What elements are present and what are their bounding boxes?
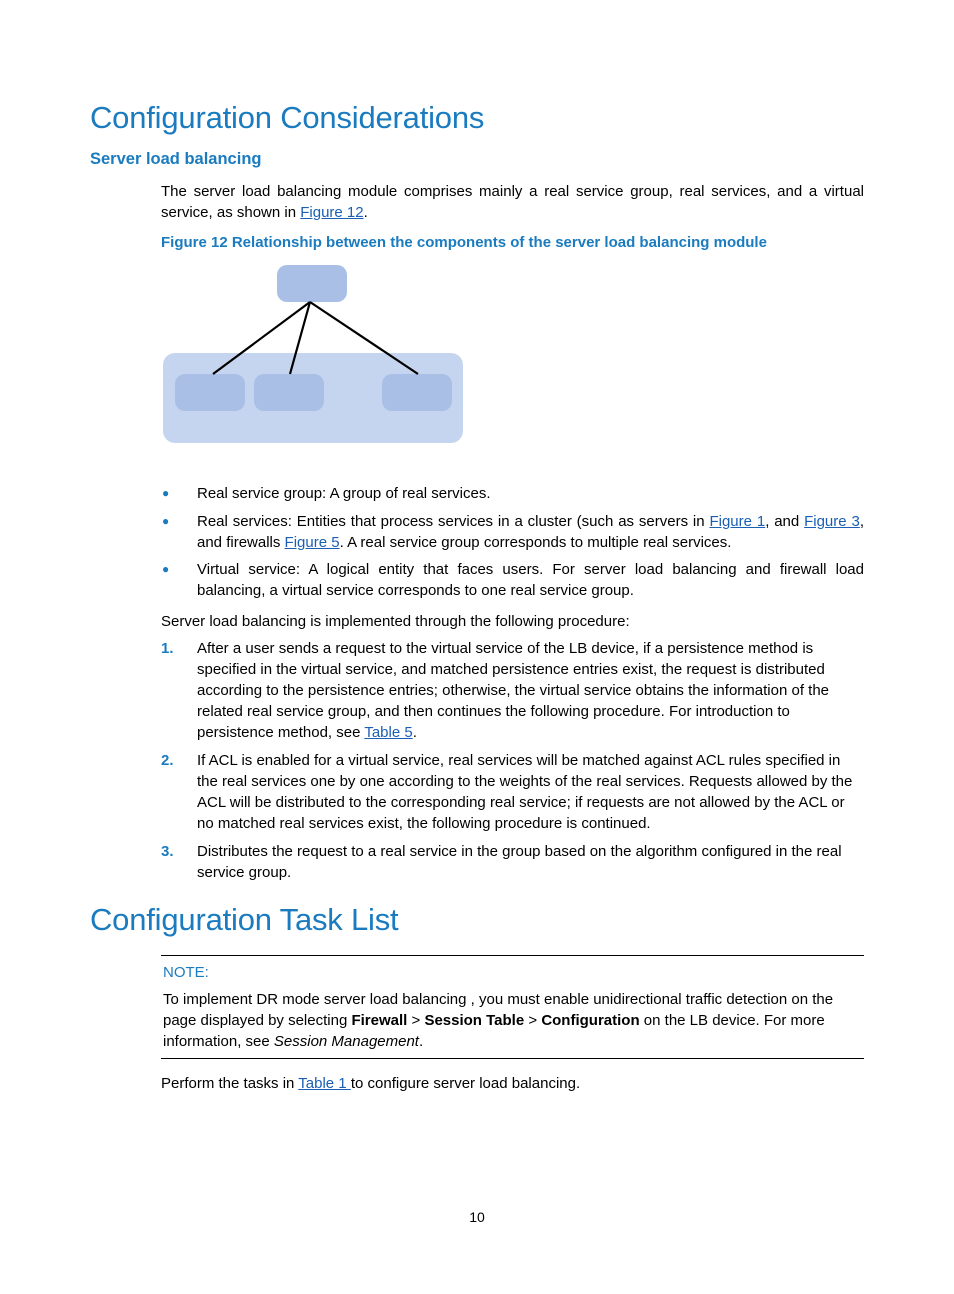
session-management-ref: Session Management [273, 1033, 419, 1050]
bullet-text: Virtual service: A logical entity that faces users. For server load balancing and firewall load balancing, a virtual service corresponds to one real service group. [197, 561, 864, 599]
step-number: 1. [161, 640, 174, 657]
intro-text-end: . [363, 204, 368, 221]
intro-paragraph [161, 181, 864, 223]
virtual-service-node [277, 265, 347, 302]
step-number: 3. [161, 843, 174, 860]
tasks-intro: Perform the tasks in Table 1 to configure server load balancing. [161, 1075, 581, 1092]
bullet-icon: ● [162, 562, 170, 576]
menu-configuration: Configuration [541, 1012, 640, 1029]
figure-caption: Figure 12 Relationship between the components of the server load balancing module [161, 234, 767, 251]
figure-5-link[interactable]: Figure 5 [284, 534, 340, 551]
bullet-icon: ● [162, 486, 170, 500]
procedure-intro: Server load balancing is implemented through the following procedure: [161, 613, 630, 630]
step-item-2 [161, 750, 864, 834]
step-number: 2. [161, 752, 174, 769]
heading-server-load-balancing: Server load balancing [90, 150, 262, 168]
step-text: If ACL is enabled for a virtual service, real services will be matched against ACL rules specified in the real services one by one according to the weights of the real services. Requests allowed by the ACL will be distributed to the corresponding real service; if requests are not allowed by the ACL or no matched real services exist, the following procedure is continued. [197, 752, 853, 832]
figure-1-link[interactable]: Figure 1 [709, 513, 766, 530]
real-service-node-1 [175, 374, 245, 411]
step-item-1 [161, 638, 864, 743]
slb-diagram [160, 262, 470, 448]
menu-firewall: Firewall [351, 1012, 408, 1029]
bullet-item-2 [161, 511, 864, 553]
step-text: Distributes the request to a real service in the group based on the algorithm configured in the real service group. [197, 843, 842, 881]
step-text: After a user sends a request to the virtual service of the LB device, if a persistence method is specified in the virtual service, and matched persistence entries exist, the request is distributed according to the persistence entries; otherwise, the virtual service obtains the information of the related real service group, and then continues the following procedure. For introduction to persistence method, see Table 5. [197, 640, 829, 741]
bullet-item-1 [161, 483, 864, 504]
bullet-text: Real services: Entities that process services in a cluster (such as servers in Figure 1, and Figure 3, and firewalls Figure 5. A real service group corresponds to multiple real services. [197, 513, 864, 551]
real-service-node-3 [382, 374, 452, 411]
heading-configuration-considerations: Configuration Considerations [90, 100, 485, 135]
bullet-item-3 [161, 559, 864, 601]
step-item-3 [161, 841, 864, 883]
table-5-link[interactable]: Table 5 [364, 724, 413, 741]
menu-session-table: Session Table [424, 1012, 525, 1029]
note-label: NOTE: [163, 964, 209, 981]
heading-configuration-task-list: Configuration Task List [90, 902, 399, 937]
bullet-icon: ● [162, 514, 170, 528]
figure-3-link[interactable]: Figure 3 [804, 513, 860, 530]
table-1-link[interactable]: Table 1 [298, 1075, 351, 1092]
real-service-node-2 [254, 374, 324, 411]
intro-text: The server load balancing module comprises mainly a real service group, real services, and a virtual service, as shown in [161, 183, 864, 221]
note-text: To implement DR mode server load balancing , you must enable unidirectional traffic detection on the page displayed by selecting Firewall > Session Table > Configuration on the LB device. For more information, see Session Management. [163, 991, 834, 1050]
page-number: 10 [469, 1209, 485, 1225]
bullet-text: Real service group: A group of real services. [197, 485, 491, 502]
note-box [161, 955, 864, 1059]
figure-12-link[interactable]: Figure 12 [300, 204, 364, 221]
